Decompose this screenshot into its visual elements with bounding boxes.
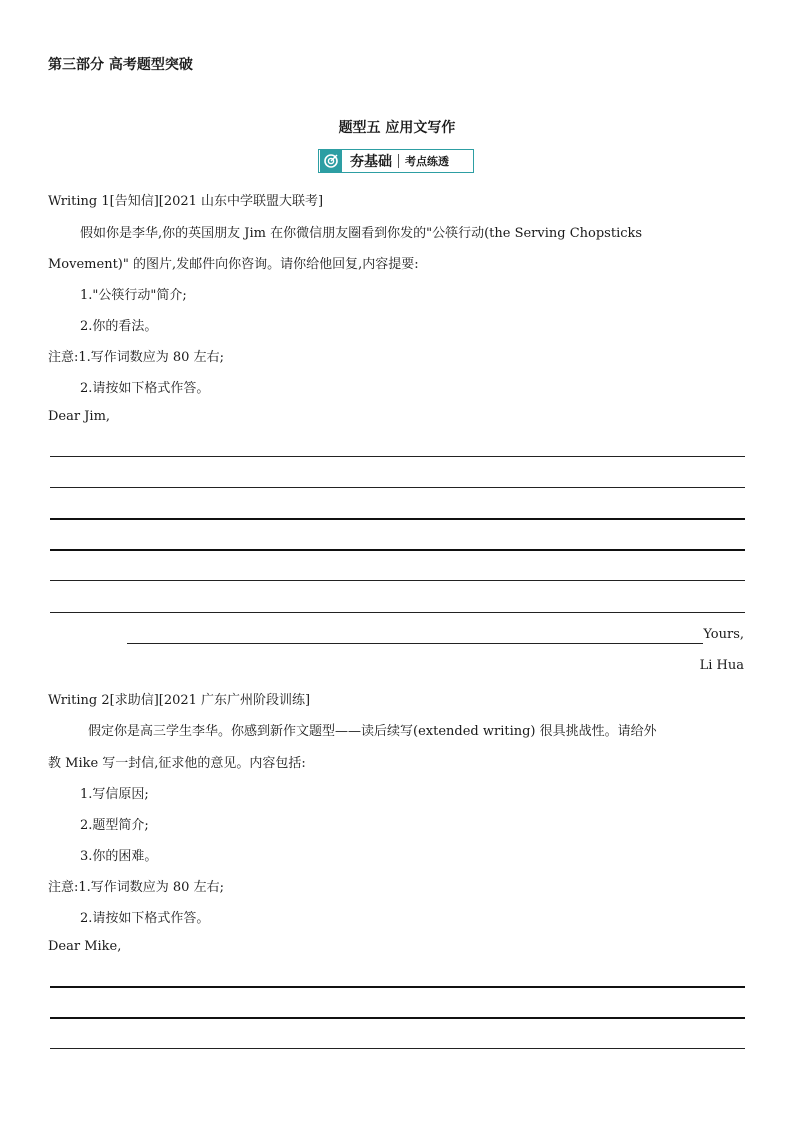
answer-line[interactable]: [50, 986, 745, 988]
writing1-item-2: 2.你的看法。: [80, 319, 158, 334]
writing2-item-3: 3.你的困难。: [80, 849, 158, 864]
writing1-prompt-line1: 假如你是李华,你的英国朋友 Jim 在你微信朋友圈看到你发的"公筷行动(the Serving Chopsticks: [80, 226, 643, 241]
page-title: 题型五 应用文写作: [338, 120, 456, 136]
closing-answer-line[interactable]: [127, 643, 703, 644]
writing2-note-2: 2.请按如下格式作答。: [80, 911, 210, 926]
badge-separator: [398, 154, 399, 168]
answer-line[interactable]: [50, 456, 745, 457]
answer-line[interactable]: [50, 1048, 745, 1049]
writing1-signature: Li Hua: [699, 658, 744, 673]
writing2-item-2: 2.题型简介;: [80, 818, 149, 833]
section-badge: [318, 149, 474, 173]
answer-line[interactable]: [50, 549, 745, 551]
writing2-salutation: Dear Mike,: [48, 939, 122, 954]
writing2-item-1: 1.写信原因;: [80, 787, 149, 802]
writing1-note-2: 2.请按如下格式作答。: [80, 381, 210, 396]
badge-sub-label: 考点练透: [405, 155, 449, 168]
writing2-note-1: 注意:1.写作词数应为 80 左右;: [48, 880, 224, 895]
writing1-salutation: Dear Jim,: [48, 409, 111, 424]
badge-main-label: 夯基础: [350, 154, 392, 170]
answer-line[interactable]: [50, 580, 745, 581]
writing2-heading: Writing 2[求助信][2021 广东广州阶段训练]: [48, 693, 311, 708]
writing1-closing: Yours,: [703, 627, 744, 642]
writing1-heading: Writing 1[告知信][2021 山东中学联盟大联考]: [48, 194, 324, 209]
answer-line[interactable]: [50, 487, 745, 488]
writing1-item-1: 1."公筷行动"简介;: [80, 288, 187, 303]
section-header: 第三部分 高考题型突破: [48, 57, 193, 73]
writing1-note-1: 注意:1.写作词数应为 80 左右;: [48, 350, 224, 365]
writing2-prompt-line2: 教 Mike 写一封信,征求他的意见。内容包括:: [48, 756, 306, 771]
answer-line[interactable]: [50, 1017, 745, 1019]
writing1-prompt-line2: Movement)" 的图片,发邮件向你咨询。请你给他回复,内容提要:: [48, 257, 419, 272]
answer-line[interactable]: [50, 612, 745, 613]
target-icon: [320, 150, 342, 172]
answer-line[interactable]: [50, 518, 745, 520]
writing2-prompt-line1: 假定你是高三学生李华。你感到新作文题型——读后续写(extended writing) 很具挑战性。请给外: [88, 724, 657, 739]
